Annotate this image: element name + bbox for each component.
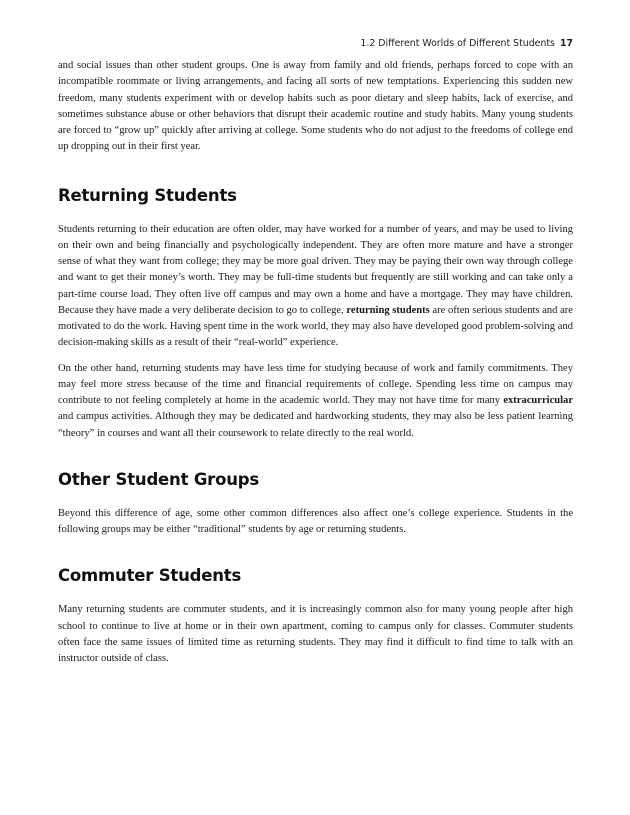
returning-paragraph-2 bbox=[58, 361, 573, 442]
term-extracurricular: extracurricular bbox=[503, 395, 574, 406]
returning-p1-text-b: are often serious students and are motivated to do the work. Having spent time in the work world, they may also have developed good problem-solving and decision-making skills as a result of their “real-world” experience. bbox=[58, 304, 573, 349]
page-number: 17 bbox=[559, 38, 573, 49]
intro-paragraph: and social issues than other student groups. One is away from family and old friends, perhaps forced to cope with an incompatible roommate or living arrangements, and facing all sorts of new temptations. Experiencing this sudden new freedom, many students experiment with or develop habits such as poor dietary and sleep habits, lack of exercise, and sometimes substance abuse or other behaviors that disrupt their academic routine and study habits. Many young students are forced to “grow up” quickly after arriving at college. Some students who do not adjust to the freedoms of college end up dropping out in their first year. bbox=[58, 60, 573, 153]
commuter-paragraph: Many returning students are commuter students, and it is increasingly common also for many young people after high school to continue to live at home or in their own apartment, coming to campus only for classes. Commuter students often face the same issues of limited time as returning students. They may find it difficult to find time to talk with an instructor outside of class. bbox=[58, 604, 573, 664]
term-returning-students: returning students bbox=[346, 304, 430, 316]
running-header bbox=[58, 36, 573, 52]
other-groups-paragraph: Beyond this difference of age, some other common differences also affect one’s college experience. Students in the following groups may be either “traditional” students by age or returning students. bbox=[58, 507, 573, 535]
returning-paragraph-1 bbox=[58, 222, 573, 352]
heading-returning-students: Returning Students bbox=[58, 185, 237, 205]
returning-p2-text-a: On the other hand, returning students may have less time for studying because of work and family commitments. They may feel more stress because of the time and financial requirements of college. Spending less time on campus may contribute to not feeling completely at home in the academic world. They may not have time for many bbox=[58, 362, 573, 406]
heading-commuter-students: Commuter Students bbox=[58, 566, 242, 586]
returning-p1-text-a: Students returning to their education are often older, may have worked for a number of years, and may be used to living on their own and being financially and psychologically independent. They are often more mature and have a stronger sense of what they want from college; they may be more goal driven. They may be paying their own way through college and want to get their money’s worth. They may be full-time students but frequently are still working and can take only a part-time course load. They often live off campus and may own a home and have a mortgage. They may have children. Because they have made a very deliberate decision to go to college, bbox=[58, 223, 573, 316]
heading-other-student-groups: Other Student Groups bbox=[58, 469, 260, 489]
returning-p2-text-b: and campus activities. Although they may be dedicated and hardworking students, they may also be less patient learning “theory” in courses and want all their coursework to relate directly to the real world. bbox=[58, 411, 573, 439]
page bbox=[58, 36, 573, 667]
running-header-section: 1.2 Different Worlds of Different Students bbox=[360, 38, 555, 49]
